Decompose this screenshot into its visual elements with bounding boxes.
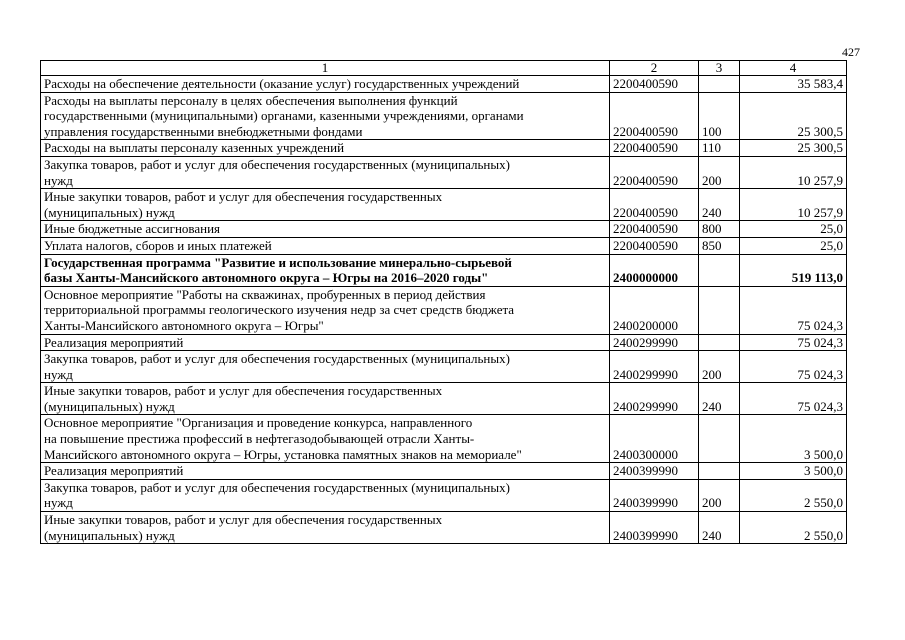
expense-name-line: Расходы на обеспечение деятельности (оказание услуг) государственных учреждений bbox=[44, 76, 520, 91]
expense-name-line: Иные закупки товаров, работ и услуг для обеспечения государственных bbox=[44, 512, 443, 528]
expense-type-cell bbox=[699, 463, 740, 480]
expense-type-cell: 110 bbox=[699, 140, 740, 157]
column-header-1: 1 bbox=[41, 61, 610, 76]
target-article-code-cell: 2200400590 bbox=[610, 156, 699, 188]
amount-cell: 75 024,3 bbox=[740, 334, 847, 351]
amount-cell: 35 583,4 bbox=[740, 76, 847, 93]
expense-name-line: Мансийского автономного округа – Югры, установка памятных знаков на мемориале" bbox=[44, 446, 522, 462]
column-number-header-row bbox=[41, 61, 847, 76]
amount-cell: 75 024,3 bbox=[740, 351, 847, 383]
table-row bbox=[41, 254, 847, 286]
expense-name-cell bbox=[41, 140, 610, 157]
expense-name-cell bbox=[41, 479, 610, 511]
expense-type-cell bbox=[699, 76, 740, 93]
table-row bbox=[41, 351, 847, 383]
target-article-code-cell: 2400399990 bbox=[610, 479, 699, 511]
table-row bbox=[41, 76, 847, 93]
table-row bbox=[41, 286, 847, 334]
amount-cell: 3 500,0 bbox=[740, 415, 847, 463]
table-row bbox=[41, 512, 847, 544]
table-row bbox=[41, 221, 847, 238]
amount-cell: 75 024,3 bbox=[740, 383, 847, 415]
target-article-code-cell: 2400299990 bbox=[610, 334, 699, 351]
expense-name-line: (муниципальных) нужд bbox=[44, 204, 175, 220]
expense-name-line: на повышение престижа профессий в нефтегазодобывающей отрасли Ханты- bbox=[44, 431, 475, 447]
table-row bbox=[41, 140, 847, 157]
amount-cell: 25,0 bbox=[740, 237, 847, 254]
expense-type-cell: 200 bbox=[699, 479, 740, 511]
expense-name-cell bbox=[41, 221, 610, 238]
amount-cell: 519 113,0 bbox=[740, 254, 847, 286]
expense-name-cell bbox=[41, 254, 610, 286]
expense-type-cell bbox=[699, 286, 740, 334]
expense-type-cell bbox=[699, 254, 740, 286]
expense-name-cell bbox=[41, 156, 610, 188]
expense-name-line: Иные закупки товаров, работ и услуг для обеспечения государственных bbox=[44, 383, 443, 399]
expense-name-line: нужд bbox=[44, 366, 73, 382]
target-article-code-cell: 2200400590 bbox=[610, 140, 699, 157]
amount-cell: 75 024,3 bbox=[740, 286, 847, 334]
expense-name-line: Реализация мероприятий bbox=[44, 334, 184, 350]
target-article-code-cell: 2200400590 bbox=[610, 237, 699, 254]
target-article-code-cell: 2200400590 bbox=[610, 92, 699, 140]
target-article-code-cell: 2400399990 bbox=[610, 463, 699, 480]
expense-name-cell bbox=[41, 383, 610, 415]
amount-cell: 2 550,0 bbox=[740, 512, 847, 544]
expense-type-cell: 100 bbox=[699, 92, 740, 140]
expense-name-line: (муниципальных) нужд bbox=[44, 527, 175, 543]
expense-name-cell bbox=[41, 415, 610, 463]
table-row bbox=[41, 237, 847, 254]
table-row bbox=[41, 415, 847, 463]
table-row bbox=[41, 334, 847, 351]
amount-cell: 2 550,0 bbox=[740, 479, 847, 511]
expense-name-line: Закупка товаров, работ и услуг для обеспечения государственных (муниципальных) bbox=[44, 156, 510, 172]
expense-name-line: нужд bbox=[44, 495, 73, 511]
expense-name-line: (муниципальных) нужд bbox=[44, 398, 175, 414]
expense-name-cell bbox=[41, 189, 610, 221]
table-row bbox=[41, 92, 847, 140]
amount-cell: 10 257,9 bbox=[740, 156, 847, 188]
expense-name-line: Основное мероприятие "Работы на скважинах, пробуренных в период действия bbox=[44, 286, 486, 302]
expense-type-cell: 800 bbox=[699, 221, 740, 238]
expense-type-cell bbox=[699, 415, 740, 463]
expense-type-cell: 240 bbox=[699, 383, 740, 415]
target-article-code-cell: 2200400590 bbox=[610, 76, 699, 93]
expense-name-line: Уплата налогов, сборов и иных платежей bbox=[44, 237, 272, 253]
table-row bbox=[41, 479, 847, 511]
amount-cell: 25,0 bbox=[740, 221, 847, 238]
expense-name-line: Основное мероприятие "Организация и проведение конкурса, направленного bbox=[44, 415, 473, 431]
expense-name-line: базы Ханты-Мансийского автономного округа – Югры на 2016–2020 годы" bbox=[44, 270, 489, 286]
expense-name-cell bbox=[41, 92, 610, 140]
table-row bbox=[41, 189, 847, 221]
expense-type-cell: 850 bbox=[699, 237, 740, 254]
table-row bbox=[41, 156, 847, 188]
column-header-2: 2 bbox=[610, 61, 699, 76]
expense-type-cell: 200 bbox=[699, 351, 740, 383]
expense-type-cell: 240 bbox=[699, 512, 740, 544]
expense-name-cell bbox=[41, 334, 610, 351]
target-article-code-cell: 2200400590 bbox=[610, 189, 699, 221]
amount-cell: 3 500,0 bbox=[740, 463, 847, 480]
target-article-code-cell: 2400299990 bbox=[610, 351, 699, 383]
amount-cell: 25 300,5 bbox=[740, 140, 847, 157]
target-article-code-cell: 2400200000 bbox=[610, 286, 699, 334]
target-article-code-cell: 2400299990 bbox=[610, 383, 699, 415]
expense-name-line: государственными (муниципальными) органами, казенными учреждениями, органами bbox=[44, 108, 524, 124]
expense-name-cell bbox=[41, 286, 610, 334]
expense-name-line: территориальной программы геологического изучения недр за счет средств бюджета bbox=[44, 302, 515, 318]
expense-type-cell bbox=[699, 334, 740, 351]
table-row bbox=[41, 383, 847, 415]
expense-type-cell: 200 bbox=[699, 156, 740, 188]
amount-cell: 25 300,5 bbox=[740, 92, 847, 140]
expense-name-line: Государственная программа "Развитие и использование минерально-сырьевой bbox=[44, 254, 512, 270]
expense-name-line: Иные бюджетные ассигнования bbox=[44, 221, 221, 237]
expense-name-cell bbox=[41, 512, 610, 544]
target-article-code-cell: 2400000000 bbox=[610, 254, 699, 286]
target-article-code-cell: 2400399990 bbox=[610, 512, 699, 544]
table-row bbox=[41, 463, 847, 480]
budget-table bbox=[40, 60, 847, 544]
expense-name-line: нужд bbox=[44, 172, 73, 188]
expense-name-line: Расходы на выплаты персоналу казенных учреждений bbox=[44, 140, 345, 156]
target-article-code-cell: 2400300000 bbox=[610, 415, 699, 463]
expense-name-line: Расходы на выплаты персоналу в целях обеспечения выполнения функций bbox=[44, 92, 458, 108]
amount-cell: 10 257,9 bbox=[740, 189, 847, 221]
expense-name-line: Закупка товаров, работ и услуг для обеспечения государственных (муниципальных) bbox=[44, 351, 510, 367]
expense-name-cell bbox=[41, 463, 610, 480]
expense-name-cell bbox=[41, 237, 610, 254]
column-header-4: 4 bbox=[740, 61, 847, 76]
column-header-3: 3 bbox=[699, 61, 740, 76]
expense-name-line: управления государственными внебюджетными фондами bbox=[44, 123, 363, 139]
expense-type-cell: 240 bbox=[699, 189, 740, 221]
expense-name-line: Иные закупки товаров, работ и услуг для обеспечения государственных bbox=[44, 189, 443, 205]
expense-name-cell bbox=[41, 351, 610, 383]
expense-name-line: Ханты-Мансийского автономного округа – Югры" bbox=[44, 317, 324, 333]
expense-name-line: Закупка товаров, работ и услуг для обеспечения государственных (муниципальных) bbox=[44, 479, 510, 495]
page-number: 427 bbox=[842, 45, 860, 59]
expense-name-cell bbox=[41, 76, 610, 93]
target-article-code-cell: 2200400590 bbox=[610, 221, 699, 238]
expense-name-line: Реализация мероприятий bbox=[44, 463, 184, 479]
budget-table-body bbox=[41, 61, 847, 544]
